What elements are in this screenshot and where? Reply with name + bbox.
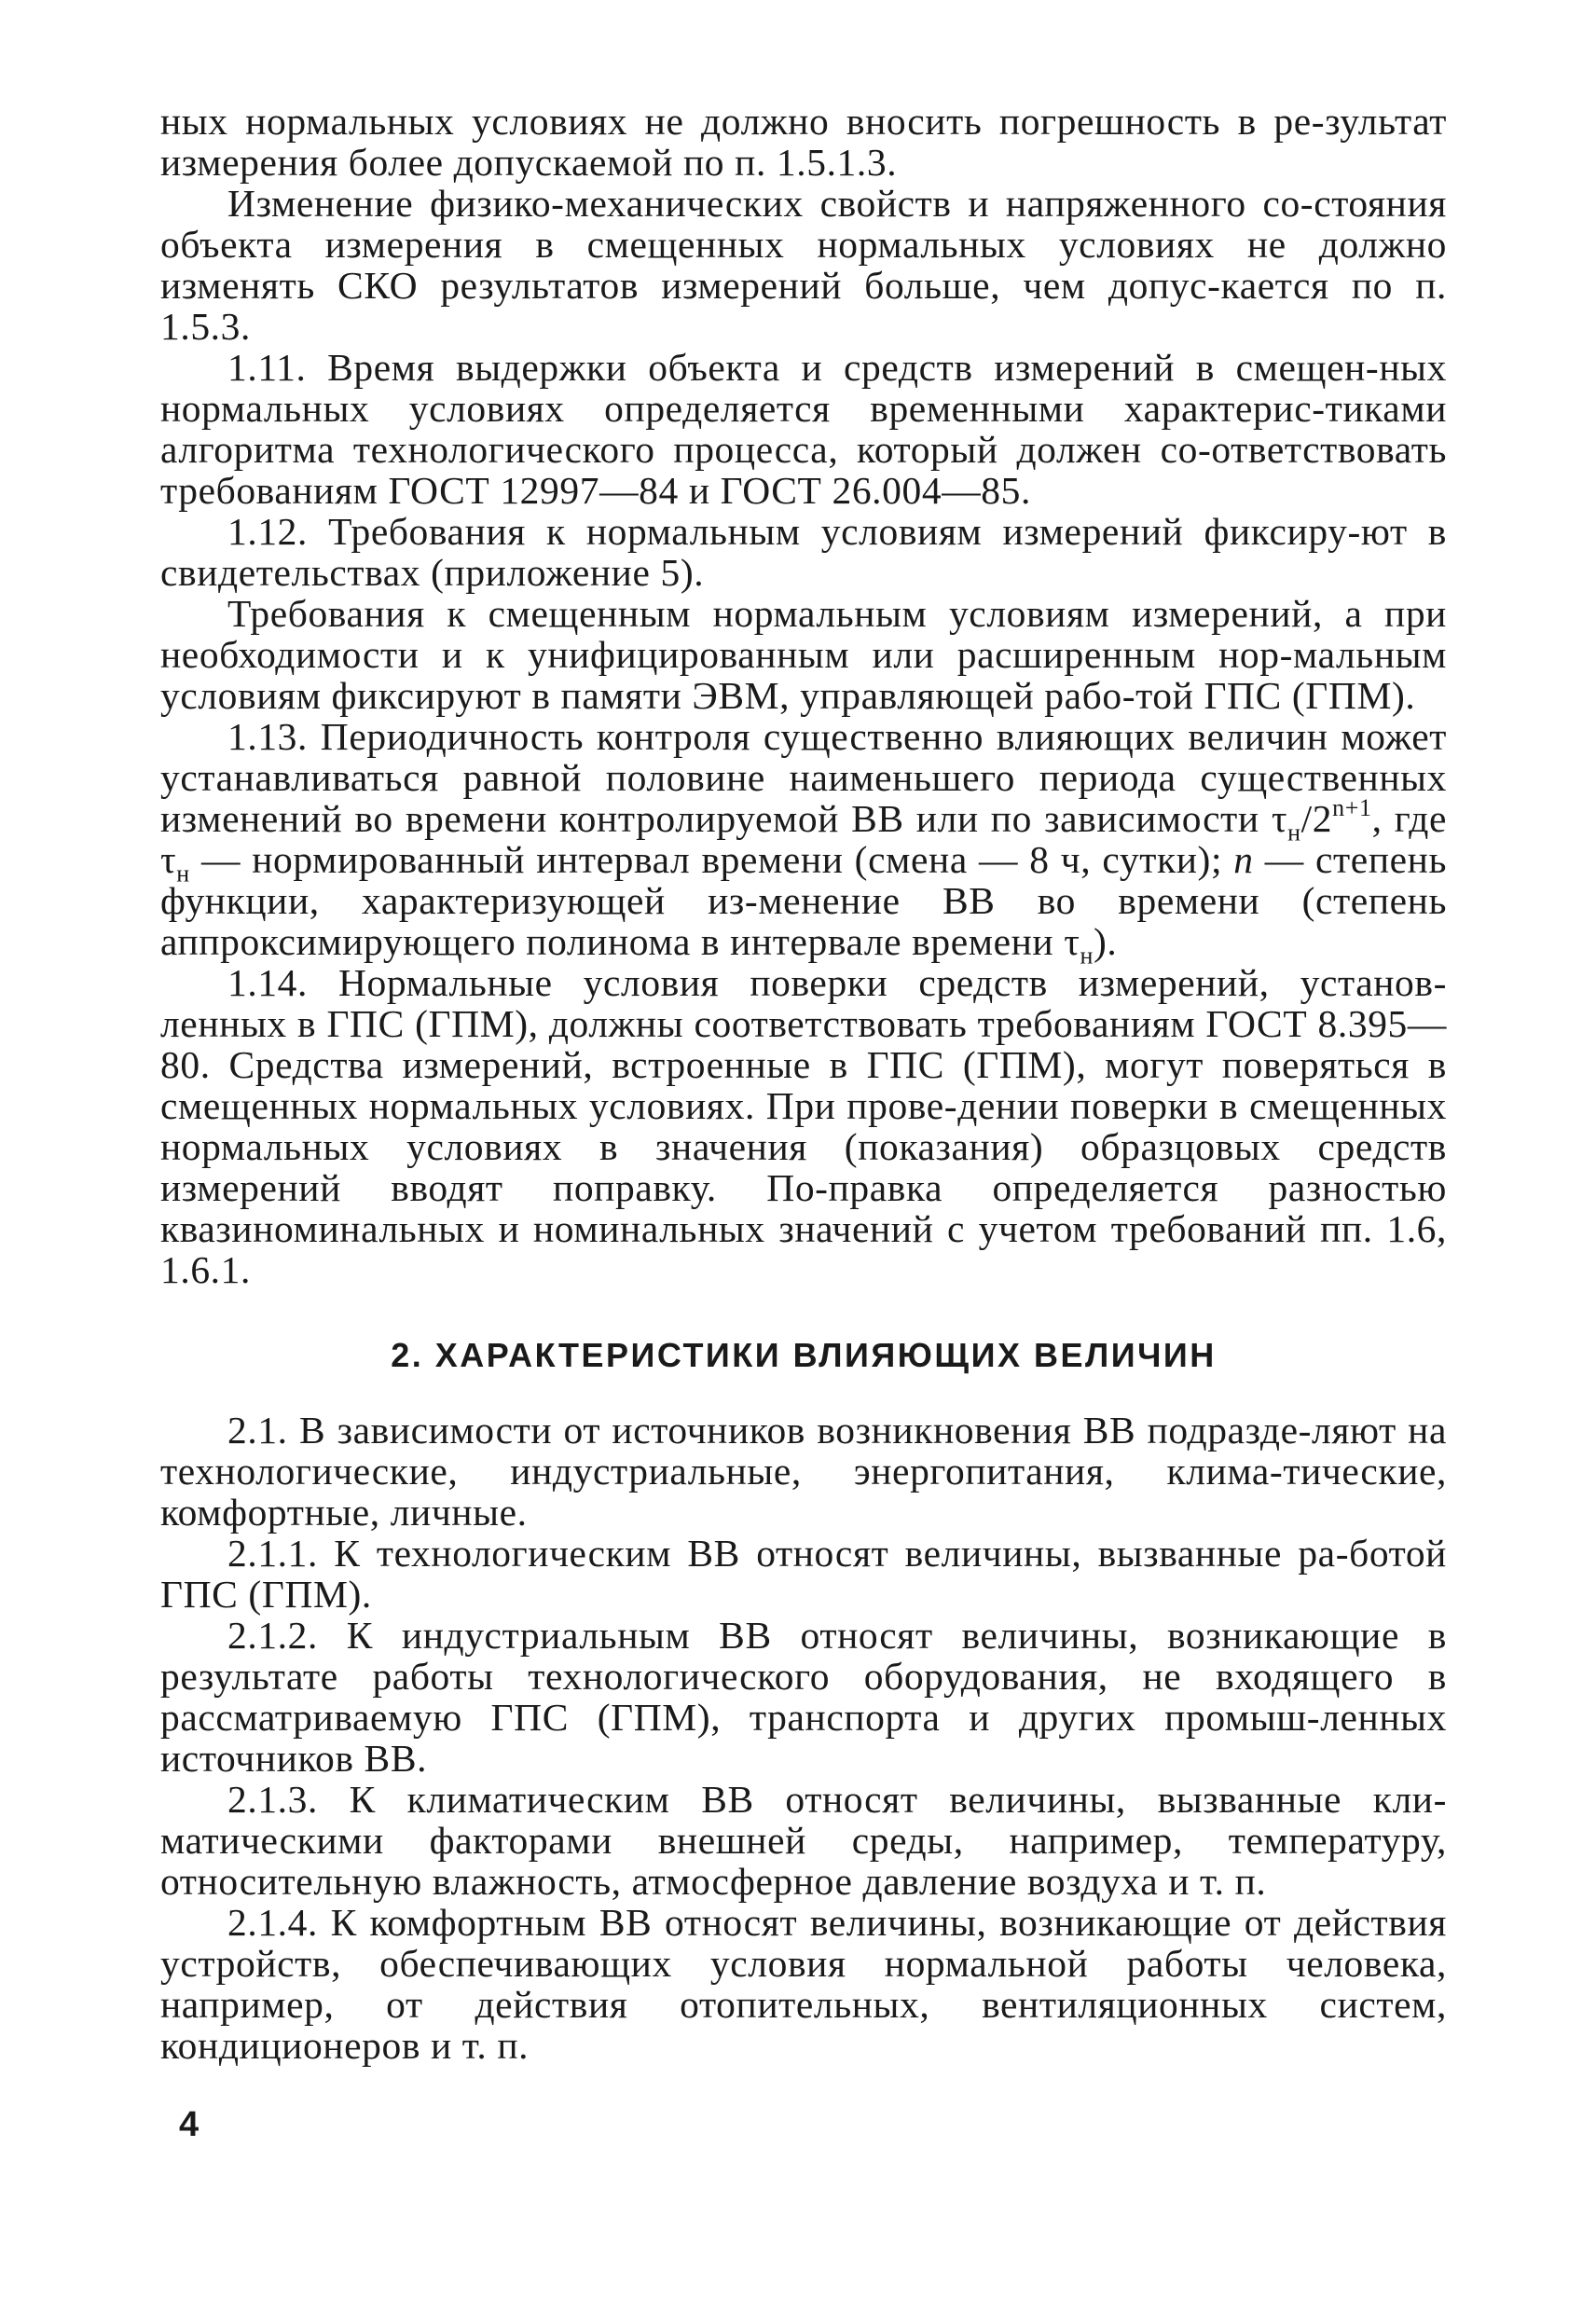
document-page — [160, 101, 1447, 2066]
paragraph-2-1-1: 2.1.1. К технологическим ВВ относят величины, вызванные ра-ботой ГПС (ГПМ). — [160, 1532, 1447, 1616]
formula-sub-n: н — [1287, 819, 1301, 846]
paragraph-2-1-4: 2.1.4. К комфортным ВВ относят величины, возникающие от действия устройств, обеспечивающих условия нормальной работы человека, например, от действия отопительных, вентиляционных систем, кондиционеров и т. п. — [160, 1901, 1447, 2067]
paragraph-2-1-2: 2.1.2. К индустриальным ВВ относят величины, возникающие в результате работы технологического оборудования, не входящего в рассматриваемую ГПС (ГПМ), транспорта и других промыш-ленных источников ВВ. — [160, 1614, 1447, 1780]
paragraph-1-11: 1.11. Время выдержки объекта и средств измерений в смещен-ных нормальных условиях определяется временными характерис-тиками алгоритма технологического процесса, который должен со-ответствовать требованиям ГОСТ 12997—84 и ГОСТ 26.004—85. — [160, 346, 1447, 512]
formula-slash: / — [1300, 797, 1313, 840]
p113-text-4: — степень функции, характеризующей из-менение ВВ во времени (степень аппроксимирующего полинома в интервале времени — [160, 838, 1447, 963]
p113-text-1: 1.13. Периодичность контроля существенно влияющих величин может устанавливаться равной половине наименьшего периода существенных изменений во времени контролируемой ВВ или по зависимости — [160, 715, 1447, 840]
tau-symbol-3: τ — [1064, 920, 1080, 963]
formula-exponent: n+1 — [1332, 794, 1372, 822]
p113-text-3: — нормированный интервал времени (смена — 8 ч, сутки); — [189, 838, 1234, 881]
formula-base-2: 2 — [1312, 797, 1333, 840]
p113-text-2: , где — [1371, 797, 1447, 840]
tau-sub-2: н — [176, 860, 190, 888]
paragraph-1-14: 1.14. Нормальные условия поверки средств измерений, установ-ленных в ГПС (ГПМ), должны соответствовать требованиям ГОСТ 8.395—80. Средства измерений, встроенные в ГПС (ГПМ), могут поверяться в смещенных нормальных условиях. При прове-дении поверки в смещенных нормальных условиях в значения (показания) образцовых средств измерений вводят поправку. По-правка определяется разностью квазиноминальных и номинальных значений с учетом требований пп. 1.6, 1.6.1. — [160, 961, 1447, 1291]
paragraph-continuation: ных нормальных условиях не должно вносить погрешность в ре-зультат измерения более допускаемой по п. 1.5.1.3. — [160, 100, 1447, 184]
paragraph-requirements-memory: Требования к смещенным нормальным условиям измерений, а при необходимости и к унифицированным или расширенным нор-мальным условиям фиксируют в памяти ЭВМ, управляющей рабо-той ГПС (ГПМ). — [160, 592, 1447, 717]
section-heading: 2. ХАРАКТЕРИСТИКИ ВЛИЯЮЩИХ ВЕЛИЧИН — [391, 1336, 1217, 1374]
p113-text-5: ). — [1094, 920, 1118, 963]
paragraph-2-1: 2.1. В зависимости от источников возникновения ВВ подразде-ляют на технологические, индустриальные, энергопитания, клима-тические, комфортные, личные. — [160, 1409, 1447, 1534]
paragraph-1-12: 1.12. Требования к нормальным условиям измерений фиксиру-ют в свидетельствах (приложение 5). — [160, 510, 1447, 594]
page-number: 4 — [179, 2105, 200, 2144]
paragraph-2-1-3: 2.1.3. К климатическим ВВ относят величины, вызванные кли-матическими факторами внешней среды, например, температуру, относительную влажность, атмосферное давление воздуха и т. п. — [160, 1778, 1447, 1903]
tau-sub-3: н — [1080, 942, 1094, 970]
formula-tau: τ — [1271, 797, 1288, 840]
variable-n: n — [1233, 838, 1254, 881]
paragraph-properties-change: Изменение физико-механических свойств и напряженного со-стояния объекта измерения в смещенных нормальных условиях не должно изменять СКО результатов измерений больше, чем допус-кается по п. 1.5.3. — [160, 182, 1447, 348]
paragraph-1-13 — [160, 715, 1447, 970]
tau-symbol-2: τ — [160, 838, 177, 881]
